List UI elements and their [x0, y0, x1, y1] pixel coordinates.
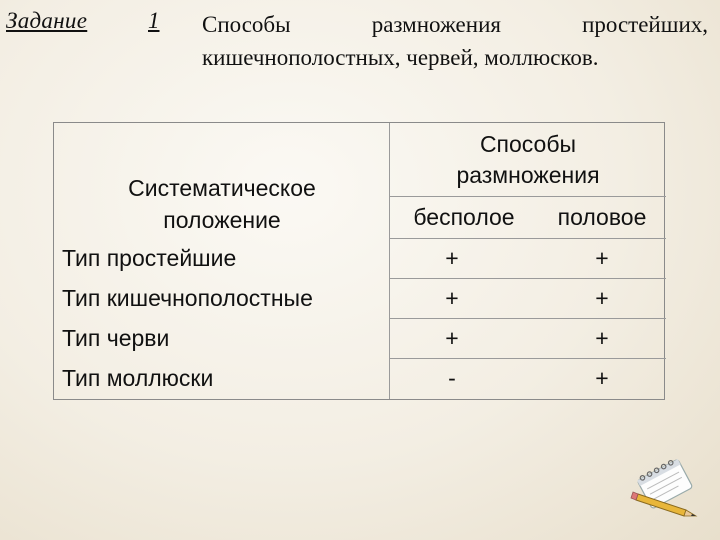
methods-header-line1: Способы	[479, 130, 577, 157]
reproduction-methods-header	[390, 123, 666, 196]
sexual-header: половое	[557, 204, 647, 230]
asexual-header: бесполое	[413, 204, 515, 230]
task-label: Задание	[6, 8, 88, 33]
systematic-header-line1: Систематическое	[128, 175, 316, 201]
task-text: Способы размножения простейших, кишечнополостных, червей, моллюсков.	[202, 12, 708, 70]
table-cell-sexual: +	[595, 364, 609, 391]
table-row-name: Тип кишечнополостные	[62, 284, 313, 311]
table-row-name: Тип моллюски	[62, 364, 214, 391]
methods-header-line2: размножения	[456, 161, 600, 188]
task-number: 1	[148, 8, 160, 33]
table-cell-asexual: +	[445, 284, 459, 311]
systematic-position-header	[54, 123, 390, 238]
table-cell-asexual: +	[445, 244, 459, 271]
table-cell-sexual: +	[595, 284, 609, 311]
table-cell-asexual: +	[445, 324, 459, 351]
table-row-name: Тип черви	[62, 324, 170, 351]
table-cell-sexual: +	[595, 244, 609, 271]
reproduction-table	[53, 122, 665, 400]
notepad-pencil-icon	[628, 458, 704, 520]
table-row-name: Тип простейшие	[62, 244, 237, 271]
systematic-header-line2: положение	[163, 207, 281, 233]
table-cell-sexual: +	[595, 324, 609, 351]
table-cell-asexual: -	[448, 364, 456, 391]
